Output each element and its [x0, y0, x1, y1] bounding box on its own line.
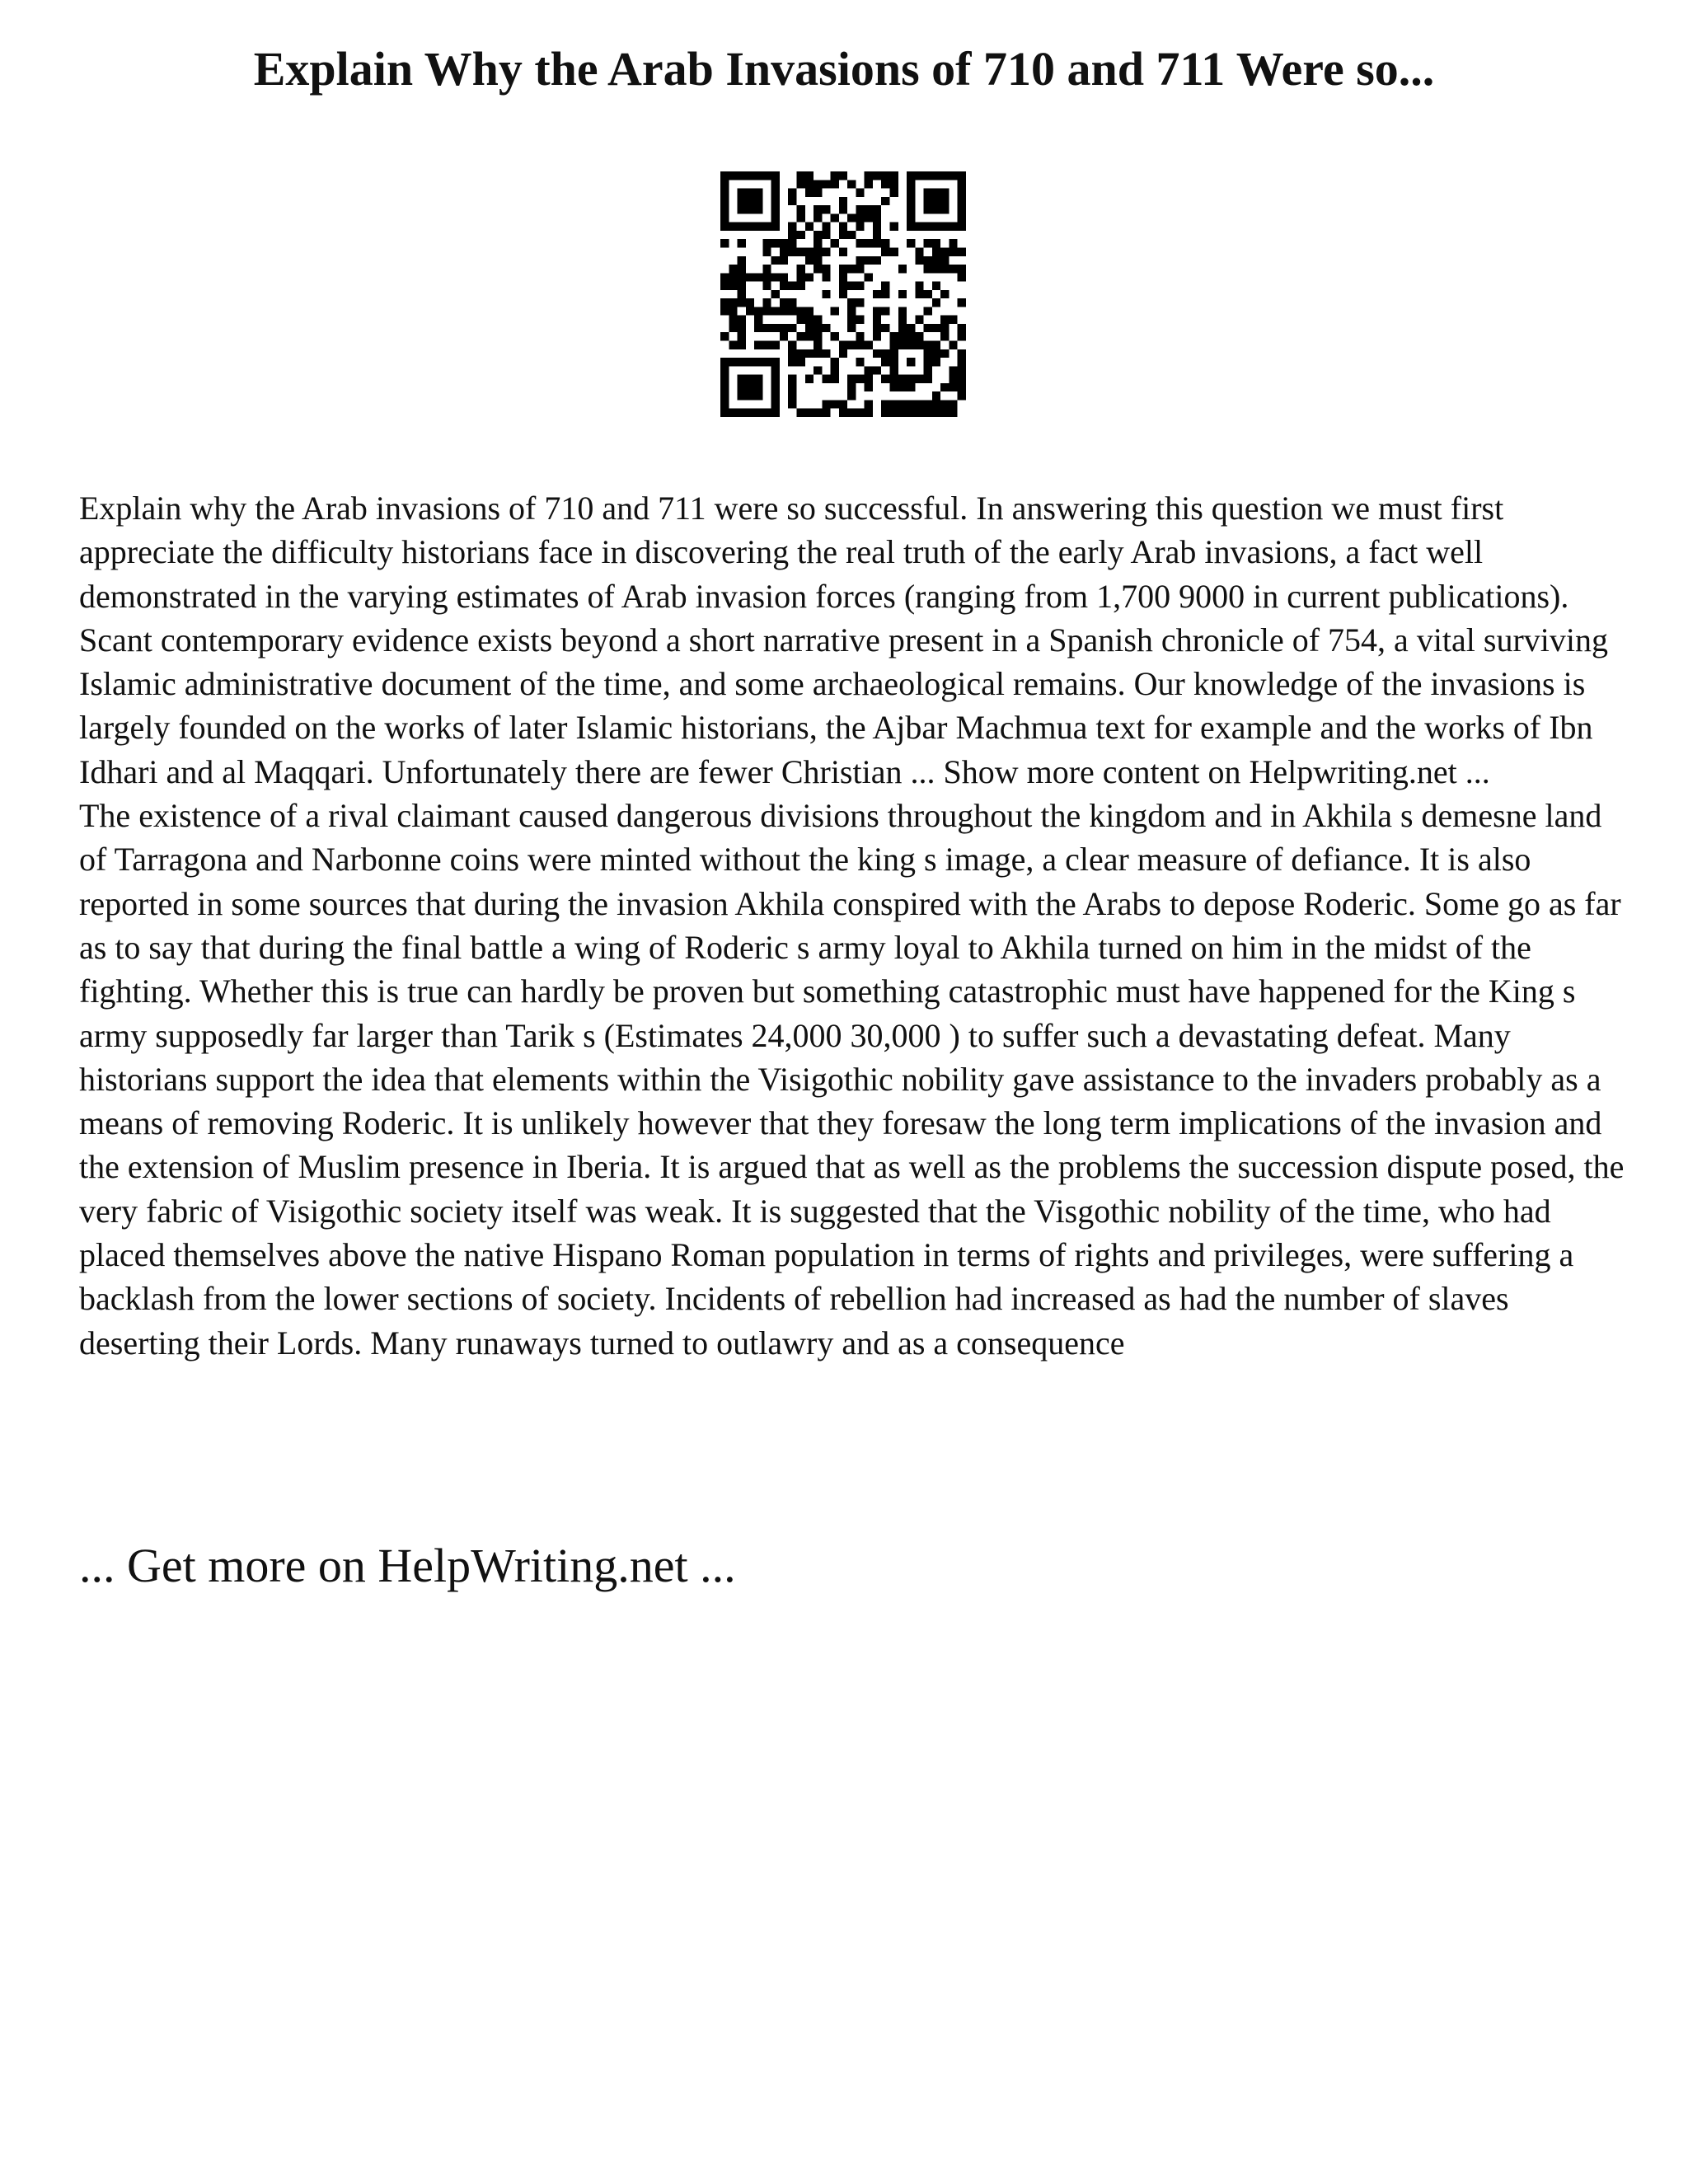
page-title: Explain Why the Arab Invasions of 710 and 711 Were so... — [253, 42, 1435, 96]
article-body — [79, 486, 1629, 1365]
qr-code-icon[interactable] — [720, 171, 966, 417]
get-more-link[interactable]: ... Get more on HelpWriting.net ... — [79, 1539, 736, 1592]
qr-code-graphic — [720, 171, 966, 417]
paragraph-continuation: The existence of a rival claimant caused dangerous divisions throughout the kingdom and in Akhila s demesne land of Tarragona and Narbonne coins were minted without the king s image, a clear measure of defiance. It is also reported in some sources that during the invasion Akhila conspired with the Arabs to depose Roderic. Some go as far as to say that during the final battle a wing of Roderic s army loyal to Akhila turned on him in the midst of the fighting. Whether this is true can hardly be proven but something catastrophic must have happened for the King s army supposedly far larger than Tarik s (Estimates 24,000 30,000 ) to suffer such a devastating defeat. Many historians support the idea that elements within the Visigothic nobility gave assistance to the invaders probably as a means of removing Roderic. It is unlikely however that they foresaw the long term implications of the invasion and the extension of Muslim presence in Iberia. It is argued that as well as the problems the succession dispute posed, the very fabric of Visigothic society itself was weak. It is suggested that the Visgothic nobility of the time, who had placed themselves above the native Hispano Roman population in terms of rights and privileges, were suffering a backlash from the lower sections of society. Incidents of rebellion had increased as had the number of slaves deserting their Lords. Many runaways turned to outlawry and as a consequence — [79, 797, 1625, 1361]
paragraph-intro: Explain why the Arab invasions of 710 and 711 were so successful. In answering this question we must first appreciate the difficulty historians face in discovering the real truth of the early Arab invasions, a fact well demonstrated in the varying estimates of Arab invasion forces (ranging from 1,700 9000 in current publications). Scant contemporary evidence exists beyond a short narrative present in a Spanish chronicle of 754, a vital surviving Islamic administrative document of the time, and some archaeological remains. Our knowledge of the invasions is largely founded on the works of later Islamic historians, the Ajbar Machmua text for example and the works of Ibn Idhari and al Maqqari. Unfortunately there are fewer Christian ... Show more content on Helpwriting.net ... — [79, 490, 1609, 790]
